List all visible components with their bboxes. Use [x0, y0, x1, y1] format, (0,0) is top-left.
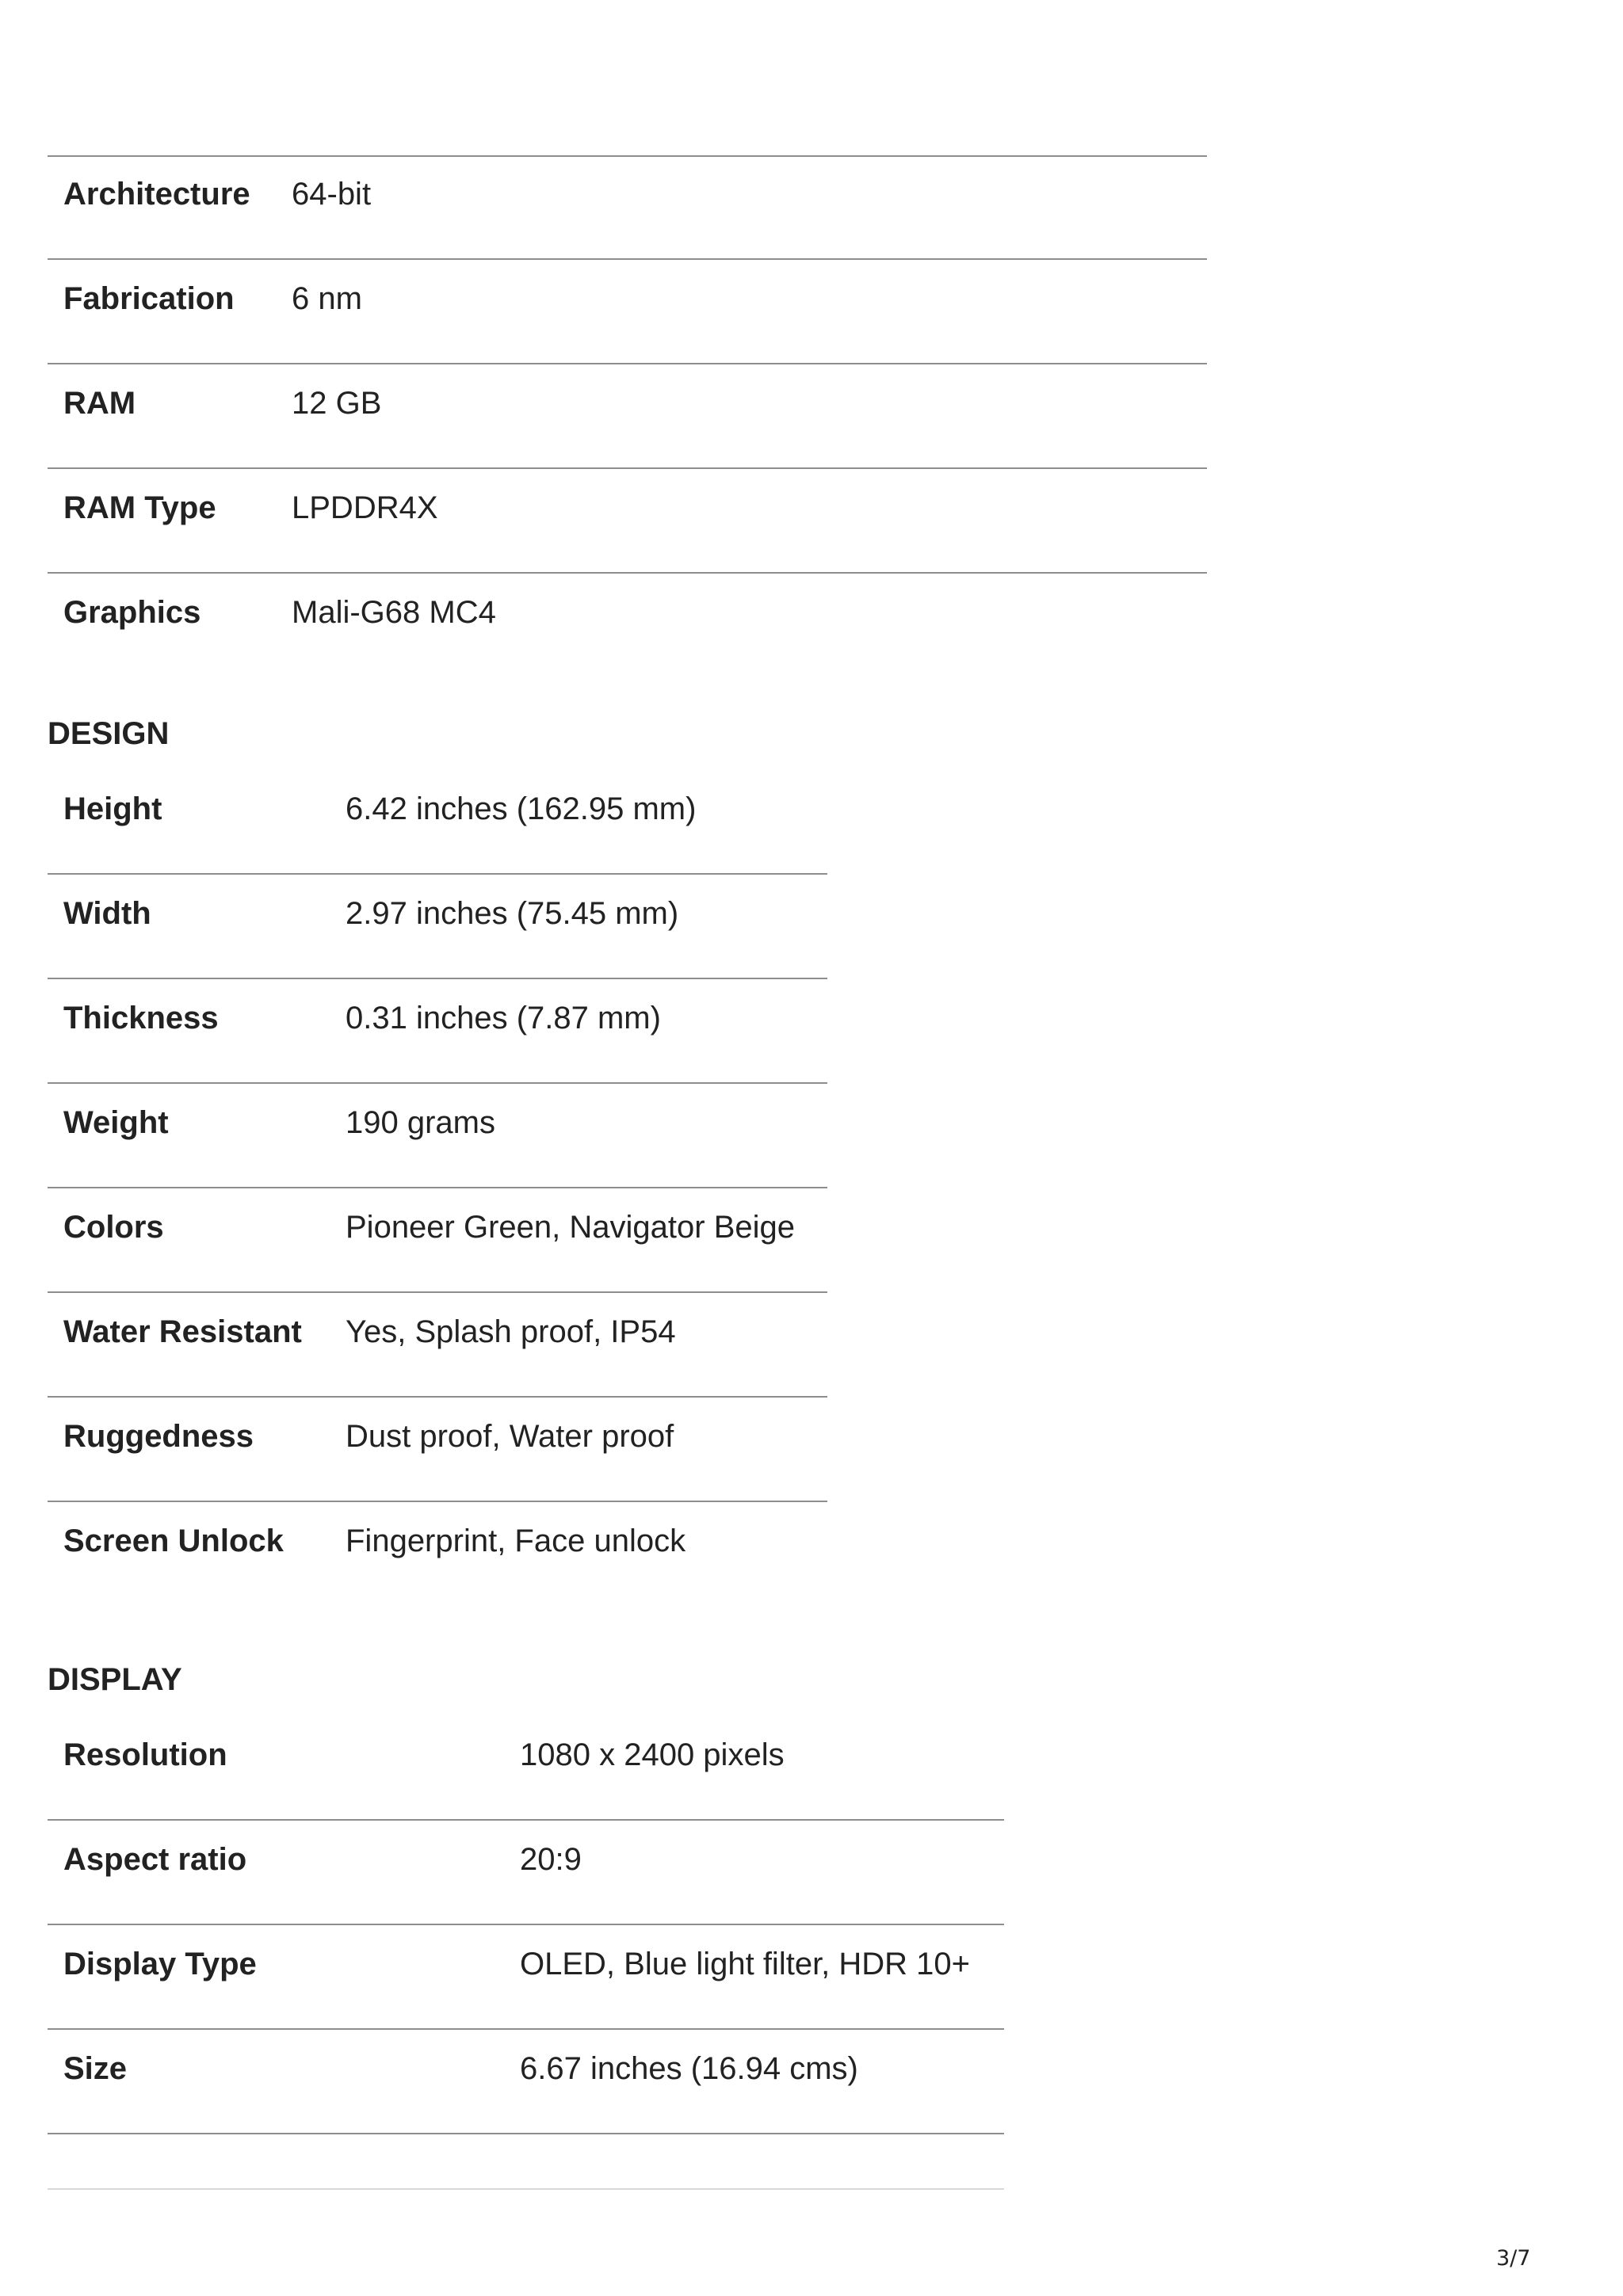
spec-label: Weight	[63, 1105, 169, 1140]
table-row	[48, 770, 827, 875]
spec-label: Water Resistant	[63, 1314, 302, 1349]
table-row	[48, 155, 1207, 260]
spec-label: Colors	[63, 1210, 164, 1245]
spec-value: Fingerprint, Face unlock	[346, 1524, 686, 1558]
spec-label: Size	[63, 2051, 128, 2086]
design-spec-table	[48, 770, 827, 1607]
spec-label: Resolution	[63, 1737, 227, 1772]
spec-label: Height	[63, 791, 162, 826]
section-heading-display: DISPLAY	[48, 1662, 182, 1697]
spec-label: Graphics	[63, 595, 201, 630]
table-row	[48, 1716, 1004, 1821]
page-number: 3/7	[1496, 2246, 1531, 2271]
spec-label: Display Type	[63, 1947, 257, 1981]
spec-label: Width	[63, 896, 151, 931]
spec-value: 2.97 inches (75.45 mm)	[346, 896, 679, 931]
spec-value: Yes, Splash proof, IP54	[346, 1314, 676, 1349]
table-row	[48, 364, 1207, 469]
table-row	[48, 2030, 1004, 2134]
spec-value: Mali-G68 MC4	[292, 595, 496, 630]
table-bottom-rule	[48, 2188, 1004, 2190]
section-heading-design: DESIGN	[48, 716, 170, 751]
spec-value: 190 grams	[346, 1105, 495, 1140]
table-row	[48, 979, 827, 1084]
table-row	[48, 1398, 827, 1502]
spec-value: 6.42 inches (162.95 mm)	[346, 791, 697, 826]
spec-label: RAM	[63, 386, 136, 421]
table-row	[48, 1084, 827, 1188]
spec-value: Pioneer Green, Navigator Beige	[346, 1210, 795, 1245]
spec-label: Screen Unlock	[63, 1524, 284, 1558]
spec-value: Dust proof, Water proof	[346, 1419, 674, 1454]
spec-label: Ruggedness	[63, 1419, 254, 1454]
table-row	[48, 469, 1207, 574]
table-row	[48, 1502, 827, 1607]
spec-value: LPDDR4X	[292, 490, 438, 525]
spec-value: 6.67 inches (16.94 cms)	[520, 2051, 858, 2086]
table-row	[48, 1925, 1004, 2030]
table-row	[48, 1293, 827, 1398]
spec-label: RAM Type	[63, 490, 216, 525]
spec-label: Aspect ratio	[63, 1842, 247, 1877]
table-row	[48, 1188, 827, 1293]
spec-value: 64-bit	[292, 177, 372, 212]
spec-label: Thickness	[63, 1001, 219, 1035]
table-row	[48, 875, 827, 979]
spec-value: OLED, Blue light filter, HDR 10+	[520, 1947, 971, 1981]
display-spec-table	[48, 1716, 1004, 2134]
processor-spec-table	[48, 155, 1207, 678]
spec-label: Fabrication	[63, 281, 235, 316]
spec-value: 20:9	[520, 1842, 582, 1877]
spec-value: 1080 x 2400 pixels	[520, 1737, 785, 1772]
table-row	[48, 574, 1207, 678]
spec-label: Architecture	[63, 177, 250, 212]
table-row	[48, 260, 1207, 364]
spec-value: 12 GB	[292, 386, 382, 421]
table-row	[48, 1821, 1004, 1925]
spec-value: 0.31 inches (7.87 mm)	[346, 1001, 661, 1035]
spec-value: 6 nm	[292, 281, 362, 316]
